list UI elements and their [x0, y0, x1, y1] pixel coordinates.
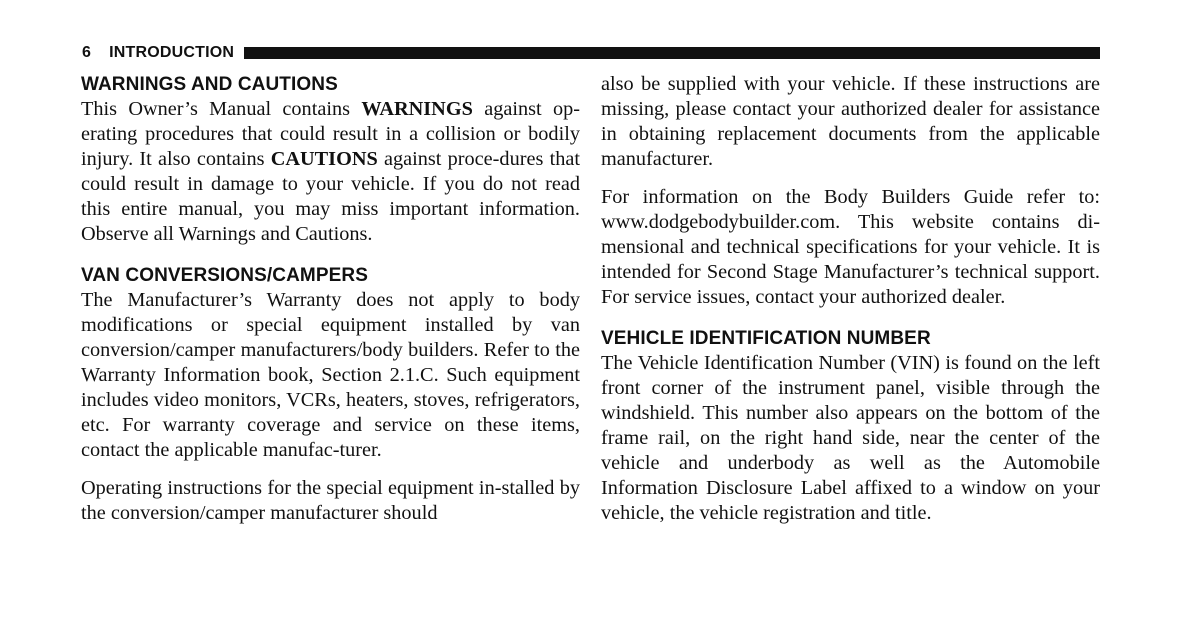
- warnings-paragraph: [81, 97, 580, 247]
- warnings-text-3: against proce-dures that could result in damage to your vehicle. If you do not read this entire manual, you may miss important information. Observe all Warnings and Cautions.: [81, 148, 580, 245]
- vin-paragraph: The Vehicle Identification Number (VIN) is found on the left front corner of the instrument panel, visible through the windshield. This number also appears on the bottom of the frame rail, on the right hand side, near the center of the vehicle and underbody as well as the Automobile Information Disclosure Label affixed to a window on your vehicle, the vehicle registration and title.: [601, 352, 1100, 524]
- page-number: 6: [82, 44, 92, 61]
- warnings-emphasis: WARNINGS: [361, 98, 473, 120]
- right-column: [601, 72, 1100, 526]
- page-header: [82, 44, 1100, 62]
- van-conversions-heading: VAN CONVERSIONS/CAMPERS: [81, 265, 368, 286]
- continued-paragraph: also be supplied with your vehicle. If these instructions are missing, please contact your authorized dealer for assistance in obtaining replacement documents from the applicable manufacturer.: [601, 73, 1100, 170]
- left-column: [81, 72, 580, 526]
- vin-heading: VEHICLE IDENTIFICATION NUMBER: [601, 328, 931, 349]
- warnings-heading: WARNINGS AND CAUTIONS: [81, 74, 338, 95]
- cautions-emphasis: CAUTIONS: [270, 148, 378, 170]
- operating-instructions-paragraph: Operating instructions for the special equipment in-stalled by the conversion/camper manufacturer should: [81, 477, 580, 524]
- body-builders-paragraph: For information on the Body Builders Guide refer to: www.dodgebodybuilder.com. This website contains di-mensional and technical specifications for your vehicle. It is intended for Second Stage Manufacturer’s technical support. For service issues, contact your authorized dealer.: [601, 186, 1100, 308]
- header-rule: [244, 47, 1100, 59]
- warnings-text-2: against op-erating procedures that could result in a collision or bodily injury. It also contains: [81, 98, 580, 170]
- van-conversions-paragraph: The Manufacturer’s Warranty does not apply to body modifications or special equipment installed by van conversion/camper manufacturers/body builders. Refer to the Warranty Information book, Section 2.1.C. Such equipment includes video monitors, VCRs, heaters, stoves, refrigerators, etc. For warranty coverage and service on these items, contact the applicable manufac-turer.: [81, 289, 580, 461]
- section-title: INTRODUCTION: [109, 44, 235, 61]
- warnings-text-1: This Owner’s Manual contains: [81, 98, 362, 120]
